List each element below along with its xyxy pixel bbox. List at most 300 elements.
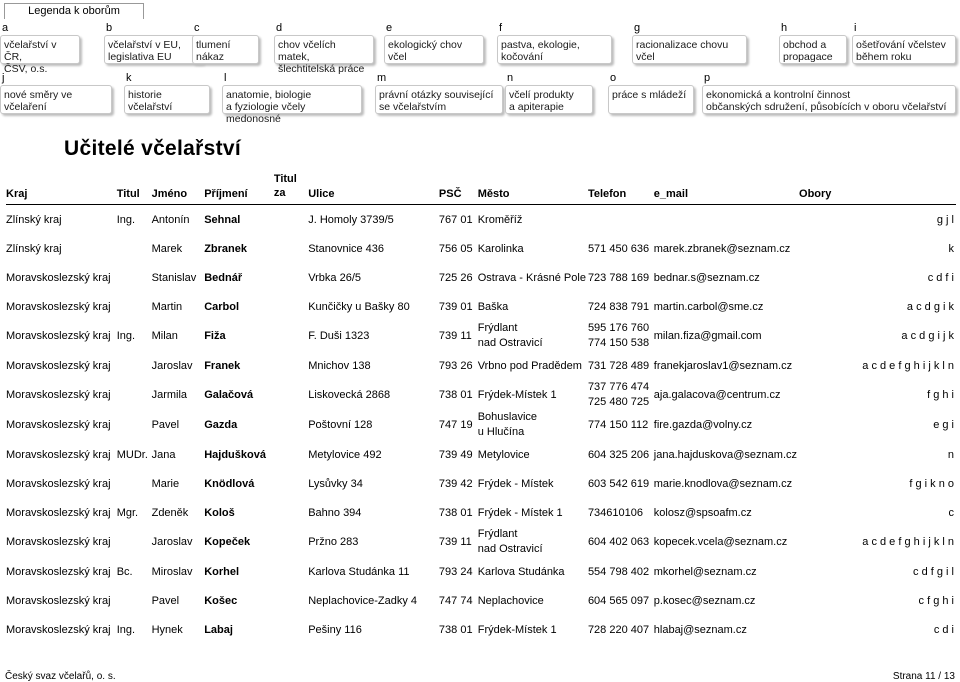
cell-obory: g j l [936, 213, 954, 226]
legend-text: se včelařstvím [379, 101, 447, 113]
cell-mesto [478, 321, 588, 351]
cell-titul [117, 263, 152, 292]
cell-jmeno: Jana [151, 448, 176, 461]
cell-psc: 739 11 [438, 536, 472, 548]
cell-psc: 739 11 [438, 330, 472, 342]
legend-text: legislativa EU [108, 51, 172, 63]
telefon-line: 595 176 760 [587, 322, 650, 334]
cell-email: franekjaroslav1@seznam.cz [653, 359, 793, 372]
header-kraj: Kraj [6, 172, 117, 205]
cell-psc: 738 01 [438, 389, 473, 401]
cell-obory: k [948, 242, 954, 255]
cell-obory: c f g h i [918, 594, 954, 607]
legend-text: anatomie, biologie [226, 89, 312, 101]
mesto-line: Metylovice [477, 448, 530, 461]
legend-text: ošetřování včelstev [856, 39, 946, 51]
legend-letter: p [704, 72, 711, 84]
cell-prijmeni: Fiža [204, 330, 226, 342]
cell-titul: MUDr. [116, 448, 148, 461]
cell-kraj: Moravskoslezský kraj [6, 477, 111, 490]
telefon-line: 731 728 489 [587, 359, 650, 372]
header-psc: PSČ [439, 172, 478, 205]
cell-prijmeni: Hajdušková [204, 448, 266, 461]
table-row [6, 615, 956, 644]
cell-jmeno: Miroslav [151, 565, 193, 578]
legend-letter: g [634, 22, 641, 34]
cell-mesto [478, 234, 588, 263]
mesto-line: Ostrava - Krásné Pole [477, 271, 586, 284]
mesto-line: u Hlučína [477, 426, 525, 438]
legend-text: včelí produkty [509, 89, 574, 101]
legend-box [702, 85, 956, 114]
table-row [6, 527, 956, 557]
legend-letter: f [499, 22, 503, 34]
cell-obory: f g i k n o [909, 477, 954, 490]
legend-item-l [222, 68, 362, 125]
table-row [6, 469, 956, 498]
legend-letter: n [507, 72, 514, 84]
cell-kraj: Moravskoslezský kraj [6, 565, 111, 578]
cell-obory: c d f i [927, 271, 954, 284]
cell-prijmeni: Sehnal [204, 213, 241, 226]
legend-letter: i [854, 22, 857, 34]
cell-titul: Mgr. [116, 506, 139, 519]
legend-item-k [124, 68, 210, 118]
cell-prijmeni: Kološ [204, 506, 235, 519]
legend-row-1 [0, 18, 960, 75]
legend-text: pastva, ekologie, kočování [501, 39, 580, 63]
cell-obory: a c d g i k [906, 300, 954, 313]
cell-psc: 767 01 [438, 213, 473, 226]
legend-box [632, 35, 747, 64]
legend-box [192, 35, 259, 64]
legend-box [497, 35, 612, 64]
telefon-line: 571 450 636 [587, 242, 650, 255]
cell-ulice: Lysůvky 34 [308, 477, 363, 490]
legend-item-e [384, 18, 484, 68]
cell-ulice: Mnichov 138 [308, 359, 371, 372]
legend-box [124, 85, 210, 114]
cell-prijmeni: Kopeček [204, 536, 251, 548]
cell-kraj: Moravskoslezský kraj [6, 419, 111, 431]
cell-psc: 739 42 [438, 477, 473, 490]
cell-obory: a c d e f g h i j k l n [862, 359, 954, 372]
cell-prijmeni: Labaj [204, 623, 233, 636]
cell-prijmeni: Franek [204, 359, 241, 372]
cell-titul [117, 380, 152, 410]
cell-ulice: Metylovice 492 [308, 448, 382, 461]
cell-obory: f g h i [927, 389, 954, 401]
cell-ulice: Karlova Studánka 11 [308, 565, 410, 578]
cell-telefon [588, 557, 654, 586]
cell-psc: 756 05 [438, 242, 473, 255]
cell-titul [117, 292, 152, 321]
header-titul-za-line2: za [273, 187, 286, 199]
mesto-line: Kroměříž [477, 213, 523, 226]
legend-letter: d [276, 22, 283, 34]
cell-mesto [478, 410, 588, 440]
legend-item-m [375, 68, 503, 118]
header-obory: Obory [799, 172, 956, 205]
cell-mesto [478, 527, 588, 557]
header-titul-za [274, 172, 308, 205]
cell-ulice: Vrbka 26/5 [308, 271, 361, 284]
cell-titul [117, 586, 152, 615]
cell-obory: c [948, 506, 954, 519]
cell-titul: Ing. [116, 623, 136, 636]
legend-text: chov včelích matek, [278, 39, 336, 63]
legend-text: během roku [856, 51, 912, 63]
cell-kraj: Moravskoslezský kraj [6, 300, 111, 313]
table-row [6, 410, 956, 440]
cell-email: marie.knodlova@seznam.cz [653, 477, 793, 490]
cell-telefon [588, 380, 654, 410]
cell-jmeno: Jaroslav [151, 359, 193, 372]
table-row [6, 380, 956, 410]
cell-kraj: Moravskoslezský kraj [6, 330, 111, 342]
legend-letter: o [610, 72, 617, 84]
cell-titul [117, 469, 152, 498]
mesto-line: nad Ostravicí [477, 337, 543, 349]
legend-box [222, 85, 362, 125]
cell-obory: a c d g i j k [901, 330, 954, 342]
legend-letter: m [377, 72, 387, 84]
cell-titul: Ing. [116, 330, 136, 342]
mesto-line: Karolinka [477, 242, 524, 255]
cell-titul-za [274, 498, 308, 527]
cell-ulice: Neplachovice-Zadky 4 [308, 594, 418, 607]
legend-item-i [852, 18, 956, 68]
cell-titul-za [274, 410, 308, 440]
mesto-line: Baška [477, 300, 509, 313]
telefon-line: 604 565 097 [587, 594, 650, 607]
cell-mesto [478, 586, 588, 615]
table-row [6, 263, 956, 292]
cell-prijmeni: Knödlová [204, 477, 255, 490]
cell-jmeno: Marek [151, 242, 183, 255]
cell-psc: 793 24 [438, 565, 473, 578]
mesto-line: Frýdlant [477, 528, 518, 540]
cell-kraj: Moravskoslezský kraj [6, 594, 111, 607]
legend-item-c [192, 18, 259, 68]
table-row [6, 234, 956, 263]
telefon-line: 774 150 538 [587, 337, 650, 349]
cell-titul [117, 351, 152, 380]
cell-email: fire.gazda@volny.cz [653, 419, 753, 431]
legend-text: racionalizace chovu včel [636, 39, 729, 63]
cell-ulice: F. Duši 1323 [308, 330, 370, 342]
cell-jmeno: Stanislav [151, 271, 197, 284]
cell-email: mkorhel@seznam.cz [653, 565, 757, 578]
legend-item-n [505, 68, 593, 118]
cell-telefon [588, 263, 654, 292]
cell-kraj: Moravskoslezský kraj [6, 536, 111, 548]
cell-jmeno: Jaroslav [151, 536, 193, 548]
legend-text: nové směry ve včelaření [4, 89, 73, 113]
cell-kraj: Moravskoslezský kraj [6, 448, 111, 461]
legend-letter: c [194, 22, 200, 34]
cell-email: jana.hajduskova@seznam.cz [653, 448, 798, 461]
cell-prijmeni: Carbol [204, 300, 240, 313]
telefon-line: 604 325 206 [587, 448, 650, 461]
table-row [6, 498, 956, 527]
legend-text: šlechtitelská práce [278, 63, 365, 75]
legend-text: historie včelařství [128, 89, 173, 113]
cell-titul-za [274, 234, 308, 263]
cell-prijmeni: Korhel [204, 565, 240, 578]
cell-mesto [478, 498, 588, 527]
telefon-line: 725 480 725 [587, 396, 650, 408]
cell-titul-za [274, 527, 308, 557]
legend-box [852, 35, 956, 64]
legend-box [779, 35, 847, 64]
cell-psc: 793 26 [438, 359, 473, 372]
cell-mesto [478, 205, 588, 235]
cell-email: kolosz@spsoafm.cz [653, 506, 752, 519]
cell-jmeno: Zdeněk [151, 506, 189, 519]
telefon-line: 723 788 169 [587, 271, 650, 284]
mesto-line: Vrbno pod Pradědem [477, 359, 582, 372]
legend-text: ČSV, o.s. [4, 63, 48, 75]
cell-ulice: Pešiny 116 [308, 623, 362, 636]
cell-mesto [478, 557, 588, 586]
cell-ulice: Poštovní 128 [308, 419, 373, 431]
cell-titul-za [274, 292, 308, 321]
legend-letter: a [2, 22, 9, 34]
telefon-line: 724 838 791 [587, 300, 650, 313]
cell-obory: c d f g i l [913, 565, 954, 578]
mesto-line: Frýdek - Místek 1 [477, 506, 563, 519]
cell-titul-za [274, 440, 308, 469]
cell-telefon [588, 234, 654, 263]
cell-psc: 738 01 [438, 506, 473, 519]
header-mesto: Město [478, 172, 588, 205]
cell-obory: n [947, 448, 954, 461]
cell-mesto [478, 440, 588, 469]
cell-mesto [478, 615, 588, 644]
table-row [6, 351, 956, 380]
legend-text: obchod a propagace [783, 39, 833, 63]
legend-letter: h [781, 22, 788, 34]
telefon-line: 737 776 474 [587, 381, 650, 393]
legend-letter: l [224, 72, 227, 84]
cell-email: martin.carbol@sme.cz [653, 300, 764, 313]
cell-psc: 725 26 [438, 271, 473, 284]
cell-jmeno: Antonín [151, 213, 190, 226]
legend-item-b [104, 18, 204, 68]
cell-ulice: Bahno 394 [308, 506, 362, 519]
cell-email: marek.zbranek@seznam.cz [653, 242, 791, 255]
cell-mesto [478, 351, 588, 380]
cell-kraj: Moravskoslezský kraj [6, 271, 111, 284]
cell-kraj: Zlínský kraj [6, 213, 62, 226]
cell-prijmeni: Bednář [204, 271, 243, 284]
cell-titul-za [274, 469, 308, 498]
cell-ulice: J. Homoly 3739/5 [308, 213, 394, 226]
legend-letter: k [126, 72, 132, 84]
legend-item-j [0, 68, 112, 118]
cell-ulice: Liskovecká 2868 [308, 389, 391, 401]
mesto-line: Frýdek-Místek 1 [477, 623, 557, 636]
cell-jmeno: Marie [151, 477, 180, 490]
cell-titul [117, 527, 152, 557]
cell-obory: c d i [933, 623, 954, 636]
legend-box [274, 35, 374, 75]
legend-text: a fyziologie včely medonosné [226, 101, 306, 125]
telefon-line: 728 220 407 [587, 623, 650, 636]
table-row [6, 586, 956, 615]
mesto-line: Frýdek - Místek [477, 477, 554, 490]
cell-ulice: Stanovnice 436 [308, 242, 385, 255]
legend-text: ekologický chov včel [388, 39, 463, 63]
legend-text: včelařství v EU, [108, 39, 181, 51]
cell-email [654, 205, 799, 235]
cell-psc: 738 01 [438, 623, 473, 636]
header-titul-za-line1: Titul [273, 173, 297, 185]
cell-titul-za [274, 557, 308, 586]
cell-obory: e g i [933, 419, 954, 431]
cell-mesto [478, 292, 588, 321]
mesto-line: Neplachovice [477, 594, 544, 607]
mesto-line: Frýdlant [477, 322, 518, 334]
legend-letter: e [386, 22, 393, 34]
telefon-line: 604 402 063 [587, 536, 650, 548]
cell-ulice: Kunčičky u Bašky 80 [308, 300, 410, 313]
cell-telefon [588, 469, 654, 498]
telefon-line: 734610106 [587, 506, 643, 519]
header-jmeno: Jméno [152, 172, 205, 205]
cell-email: aja.galacova@centrum.cz [653, 389, 781, 401]
footer-page-number: Strana 11 / 13 [892, 671, 955, 682]
cell-jmeno: Pavel [151, 594, 180, 607]
legend-tab: Legenda k oborům [4, 3, 144, 19]
cell-psc: 747 74 [438, 594, 473, 607]
cell-titul: Ing. [116, 213, 136, 226]
cell-psc: 739 49 [438, 448, 473, 461]
legend-item-p [702, 68, 956, 118]
cell-prijmeni: Galačová [204, 389, 254, 401]
header-ulice: Ulice [308, 172, 439, 205]
cell-jmeno: Martin [151, 300, 183, 313]
cell-jmeno: Milan [151, 330, 178, 342]
header-email: e_mail [654, 172, 799, 205]
cell-telefon [588, 498, 654, 527]
page-title: Učitelé včelařství [64, 137, 242, 160]
cell-kraj: Moravskoslezský kraj [6, 389, 111, 401]
cell-telefon [588, 292, 654, 321]
telefon-line: 603 542 619 [587, 477, 650, 490]
cell-email: kopecek.vcela@seznam.cz [653, 536, 788, 548]
cell-titul-za [274, 380, 308, 410]
legend-item-a [0, 18, 80, 75]
legend-box [375, 85, 503, 114]
cell-email: bednar.s@seznam.cz [653, 271, 760, 284]
legend-text: tlumení nákaz [196, 39, 231, 63]
cell-telefon [588, 615, 654, 644]
cell-jmeno: Hynek [151, 623, 183, 636]
teachers-table [6, 172, 956, 644]
cell-telefon [588, 527, 654, 557]
cell-telefon [588, 410, 654, 440]
table-row [6, 440, 956, 469]
legend-item-d [274, 18, 374, 75]
legend-text: včelařství v ČR, [4, 39, 57, 63]
legend-text: ekonomická a kontrolní činnost [706, 89, 851, 101]
cell-telefon [588, 351, 654, 380]
cell-titul [117, 410, 152, 440]
table-row [6, 292, 956, 321]
cell-prijmeni: Zbranek [204, 242, 247, 255]
legend-item-f [497, 18, 612, 68]
table-header-row [6, 172, 956, 205]
cell-titul-za [274, 615, 308, 644]
legend-text: a apiterapie [509, 101, 564, 113]
cell-email: p.kosec@seznam.cz [653, 594, 756, 607]
legend-box [384, 35, 484, 64]
legend-text: občanských sdružení, působících v oboru včelařství [706, 101, 947, 113]
cell-kraj: Zlínský kraj [6, 242, 62, 255]
legend-text: právní otázky související [379, 89, 494, 101]
cell-obory: a c d e f g h i j k l n [862, 536, 954, 548]
cell-mesto [478, 380, 588, 410]
table-row [6, 557, 956, 586]
cell-titul [117, 234, 152, 263]
cell-psc: 739 01 [438, 300, 473, 313]
legend-letter: j [2, 72, 5, 84]
legend-letter: b [106, 22, 113, 34]
cell-jmeno: Pavel [151, 419, 180, 431]
cell-titul-za [274, 321, 308, 351]
telefon-line: 554 798 402 [587, 565, 650, 578]
legend-box [0, 85, 112, 114]
cell-telefon [588, 586, 654, 615]
cell-titul-za [274, 351, 308, 380]
legend-item-g [632, 18, 747, 68]
mesto-line: nad Ostravicí [477, 543, 543, 555]
cell-titul-za [274, 205, 308, 235]
legend-box [104, 35, 204, 64]
legend-box [608, 85, 694, 114]
legend-box [0, 35, 80, 75]
cell-titul-za [274, 263, 308, 292]
cell-telefon [588, 205, 654, 235]
cell-mesto [478, 263, 588, 292]
header-prijmeni: Příjmení [204, 172, 274, 205]
telefon-line: 774 150 112 [587, 419, 649, 431]
cell-titul-za [274, 586, 308, 615]
mesto-line: Frýdek-Místek 1 [477, 389, 557, 401]
cell-kraj: Moravskoslezský kraj [6, 359, 111, 372]
legend-text: práce s mládeží [612, 89, 687, 101]
cell-kraj: Moravskoslezský kraj [6, 506, 111, 519]
cell-email: hlabaj@seznam.cz [653, 623, 747, 636]
cell-telefon [588, 440, 654, 469]
mesto-line: Karlova Studánka [477, 565, 565, 578]
mesto-line: Bohuslavice [477, 411, 538, 423]
footer-organization: Český svaz včelařů, o. s. [5, 671, 116, 682]
cell-psc: 747 19 [438, 419, 473, 431]
cell-kraj: Moravskoslezský kraj [6, 623, 111, 636]
cell-email: milan.fiza@gmail.com [653, 330, 762, 342]
legend-box [505, 85, 593, 114]
cell-prijmeni: Gazda [204, 419, 238, 431]
table-row [6, 205, 956, 235]
header-telefon: Telefon [588, 172, 654, 205]
legend-item-o [608, 68, 694, 118]
legend-item-h [779, 18, 847, 68]
cell-mesto [478, 469, 588, 498]
cell-prijmeni: Košec [204, 594, 238, 607]
